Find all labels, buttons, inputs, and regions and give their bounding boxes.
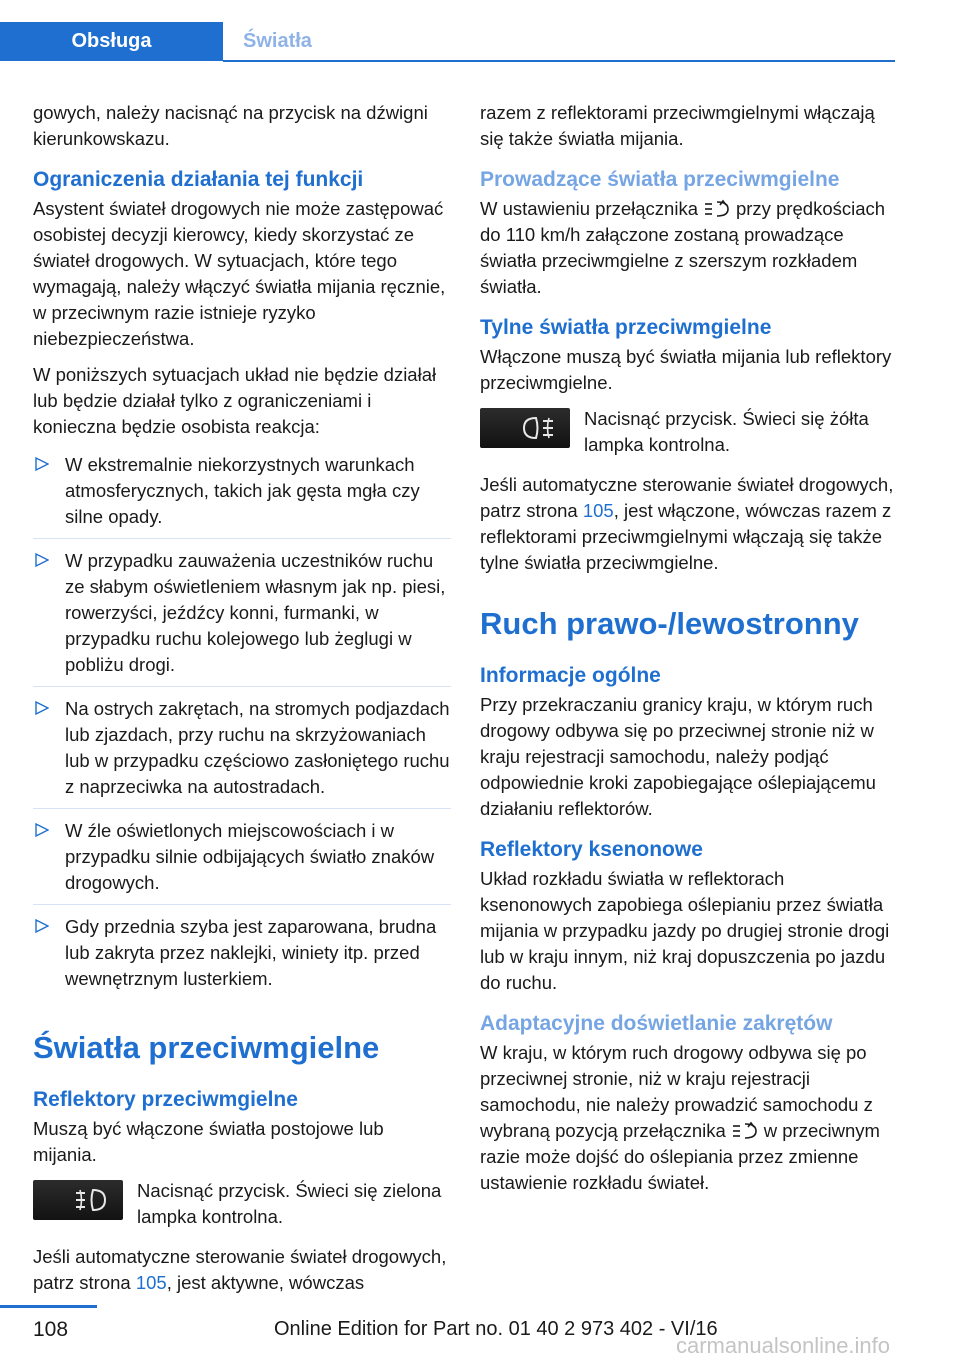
page-link-105[interactable]: 105: [582, 500, 614, 521]
list-item: [33, 912, 451, 1000]
rear-fog-button-image: [480, 408, 570, 448]
bullet-triangle-icon: [35, 553, 49, 567]
paragraph-front-2-text: Jeśli automatyczne sterowanie świateł drogowych, patrz strona: [33, 1246, 447, 1293]
rear-fog-light-icon: [522, 415, 554, 441]
watermark: carmanualsonline.info: [676, 1333, 891, 1358]
tab-swiatla[interactable]: Światła: [243, 30, 312, 52]
heading-xenon: Reflektory ksenonowe: [480, 838, 703, 861]
paragraph-adaptive: [480, 1040, 898, 1196]
list-item: [33, 694, 451, 809]
page-number: 108: [33, 1318, 69, 1341]
paragraph-limits-2: W poniższych sytuacjach układ nie będzie działał lub będzie działał tylko z ograniczeniami i konieczna będzie osobista reakcja:: [33, 364, 437, 437]
rear-fog-instruction: Nacisnąć przycisk. Świeci się żółta lampka kontrolna.: [584, 408, 869, 455]
limits-list: [33, 450, 451, 1000]
paragraph-front-2-text-end: , jest aktywne, wówczas: [166, 1272, 365, 1293]
paragraph-rear-2: [480, 472, 898, 576]
left-column: [33, 100, 451, 1306]
bullet-triangle-icon: [35, 701, 49, 715]
list-item-text: W ekstremalnie niekorzystnych warunkach atmosferycznych, takich jak gęsta mgła czy silne opady.: [65, 454, 420, 527]
paragraph-leading-text-end: przy prędkościach do 110 km/h załączone zostaną prowadzące światła przeciwmgielne z szerszym rozkładem światła.: [480, 198, 886, 297]
bullet-triangle-icon: [35, 919, 49, 933]
heading-general: Informacje ogólne: [480, 664, 661, 687]
paragraph-general: Przy przekraczaniu granicy kraju, w którym ruch drogowy odbywa się po przeciwnej stronie niż w kraju rejestracji samochodu, należy podjąć odpowiednie kroki zapobiegające oślepiającemu działaniu reflektorów.: [480, 694, 876, 819]
list-item-text: Gdy przednia szyba jest zaparowana, brudna lub zakryta przez naklejki, winiety itp. przed wewnętrznym lusterkiem.: [65, 916, 437, 989]
light-switch-auto-icon: [732, 1121, 758, 1141]
tab-obsluga[interactable]: Obsługa: [0, 22, 223, 61]
footer-rule: [0, 1305, 97, 1308]
paragraph-adaptive-text: W kraju, w którym ruch drogowy odbywa się po przeciwnej stronie, niż w kraju rejestracji samochodu, nie należy prowadzić samochodu z wybraną pozycją przełącznika: [480, 1042, 873, 1141]
heading-rear-fog: Tylne światła przeciwmgielne: [480, 316, 772, 339]
front-fog-button-image: [33, 1180, 123, 1220]
front-fog-light-icon: [75, 1187, 107, 1213]
paragraph-rear-2-text-end: , jest włączone, wówczas razem z reflektorami przeciwmgielnymi włączają się także tylne światła przeciwmgielne.: [480, 500, 892, 573]
paragraph-front-1: Muszą być włączone światła postojowe lub mijania.: [33, 1118, 384, 1165]
list-item: [33, 546, 451, 687]
right-column: [480, 100, 898, 1206]
front-fog-button-row: [33, 1178, 451, 1230]
edition-text: Online Edition for Part no. 01 40 2 973 402 - VI/16: [274, 1318, 718, 1340]
paragraph-xenon: Układ rozkładu światła w reflektorach ksenonowych zapobiega oślepianiu przez światła mijania w przypadku jazdy po drugiej stronie drogi lub w kraju innym, niż kraj dopuszczenia po jazdu do ruchu.: [480, 868, 890, 993]
paragraph-leading: [480, 196, 898, 300]
heading-fog-lights: Światła przeciwmgielne: [33, 1030, 380, 1065]
heading-leading-fog: Prowadzące światła przeciwmgielne: [480, 168, 840, 191]
heading-limits: Ograniczenia działania tej funkcji: [33, 168, 364, 191]
light-switch-auto-icon: [704, 199, 730, 219]
paragraph-limits-1: Asystent świateł drogowych nie może zastępować osobistej decyzji kierowcy, kiedy skorzystać ze świateł drogowych. W sytuacjach, które tego wymagają, należy włączyć światła mijania ręcznie, w przeciwnym razie istnieje ryzyko niebezpieczeństwa.: [33, 198, 446, 349]
list-item-text: W źle oświetlonych miejscowościach i w przypadku silnie odbijających światło znaków drogowych.: [65, 820, 435, 893]
heading-front-fog: Reflektory przeciwmgielne: [33, 1088, 298, 1111]
paragraph-intro: gowych, należy nacisnąć na przycisk na dźwigni kierunkowskazu.: [33, 102, 428, 149]
list-item: [33, 450, 451, 539]
paragraph-rear-1: Włączone muszą być światła mijania lub reflektory przeciwmgielne.: [480, 346, 892, 393]
paragraph-continuation: razem z reflektorami przeciwmgielnymi włączają się także światła mijania.: [480, 102, 875, 149]
paragraph-leading-text: W ustawieniu przełącznika: [480, 198, 698, 219]
front-fog-instruction: Nacisnąć przycisk. Świeci się zielona lampka kontrolna.: [137, 1180, 442, 1227]
page-link-105[interactable]: 105: [135, 1272, 167, 1293]
list-item-text: W przypadku zauważenia uczestników ruchu ze słabym oświetleniem własnym jak np. piesi, rowerzyści, jeźdźcy konni, furmanki, w przypadku ruchu kolejowego lub żeglugi w pobliżu drogi.: [65, 550, 446, 675]
bullet-triangle-icon: [35, 457, 49, 471]
list-item: [33, 816, 451, 905]
paragraph-front-2: [33, 1244, 451, 1296]
page-header: [0, 0, 960, 62]
heading-traffic: Ruch prawo-/lewostronny: [480, 606, 859, 641]
header-rule: [223, 60, 895, 62]
list-item-text: Na ostrych zakrętach, na stromych podjazdach lub zjazdach, przy ruchu na skrzyżowaniach lub w przypadku częściowo zasłoniętego ruchu z naprzeciwka na autostradach.: [65, 698, 450, 797]
heading-adaptive: Adaptacyjne doświetlanie zakrętów: [480, 1012, 833, 1035]
paragraph-rear-2-text: Jeśli automatyczne sterowanie świateł drogowych, patrz strona: [480, 474, 894, 521]
bullet-triangle-icon: [35, 823, 49, 837]
rear-fog-button-row: [480, 406, 898, 458]
paragraph-adaptive-text-end: w przeciwnym razie może dojść do oślepiania przez zmienne ustawienie rozkładu świateł.: [480, 1120, 880, 1193]
